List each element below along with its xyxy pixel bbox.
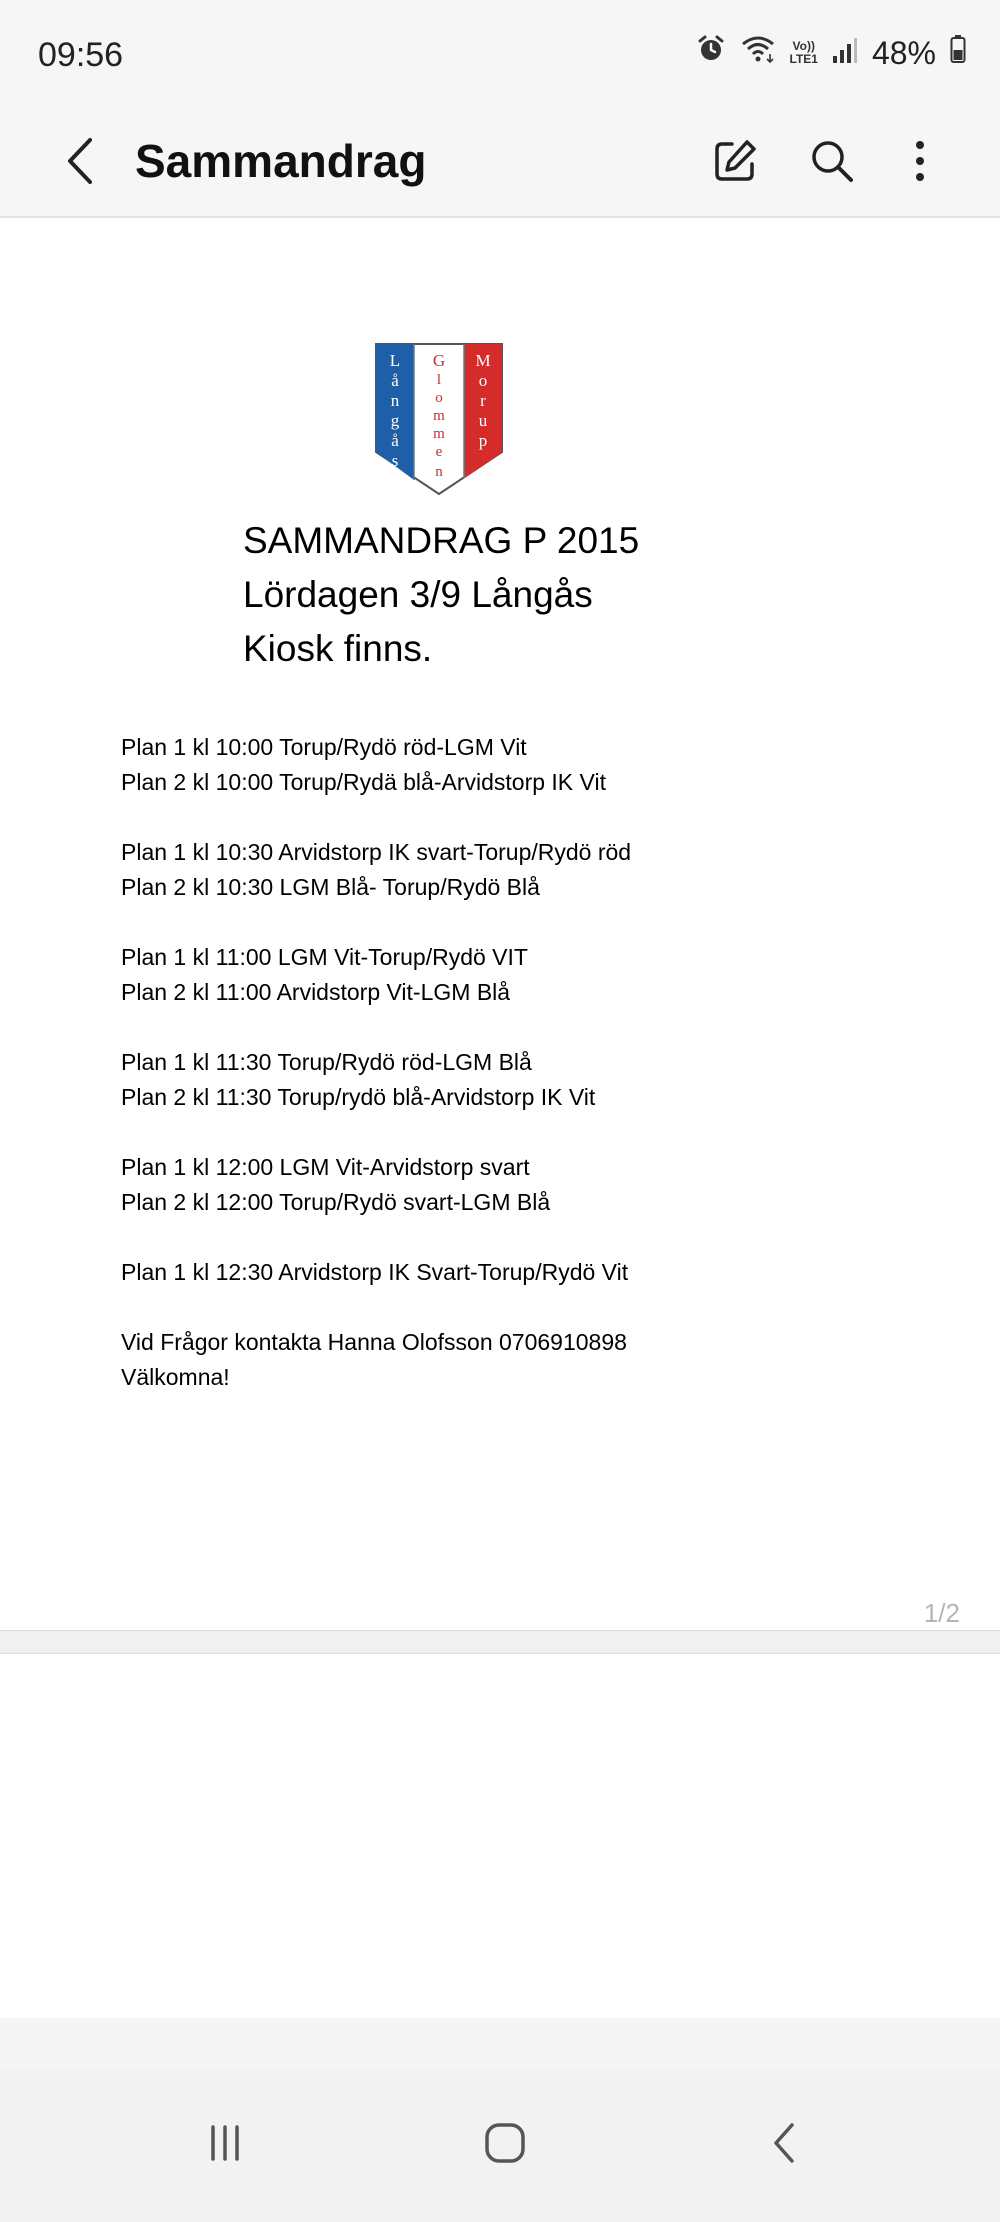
schedule-line: Plan 2 kl 11:30 Torup/rydö blå-Arvidstorp IK Vit <box>121 1084 596 1110</box>
document-page-2 <box>0 1654 1000 2018</box>
page-separator <box>0 1630 1000 1654</box>
heading-line: Kiosk finns. <box>243 628 433 669</box>
back-button[interactable] <box>50 126 110 196</box>
contact-line: Vid Frågor kontakta Hanna Olofsson 0706910898 <box>121 1329 627 1355</box>
signal-icon <box>832 35 858 72</box>
back-icon <box>62 136 98 186</box>
alarm-icon <box>696 34 726 72</box>
volte-indicator <box>790 40 818 66</box>
svg-text:r: r <box>480 391 486 410</box>
svg-text:L: L <box>389 351 401 370</box>
battery-icon <box>950 34 966 72</box>
battery-percent: 48% <box>871 34 936 71</box>
schedule-line: Plan 1 kl 11:30 Torup/Rydö röd-LGM Blå <box>121 1049 532 1075</box>
svg-text:m: m <box>433 408 445 424</box>
svg-text:å: å <box>391 431 399 450</box>
svg-text:g: g <box>390 411 400 430</box>
schedule-line: Plan 1 kl 10:00 Torup/Rydö röd-LGM Vit <box>121 734 527 760</box>
schedule-line: Plan 2 kl 10:30 LGM Blå- Torup/Rydö Blå <box>121 874 540 900</box>
svg-text:n: n <box>435 464 443 480</box>
volte-bottom-label: LTE1 <box>789 52 818 66</box>
navigation-bar <box>0 2068 1000 2222</box>
schedule-line: Plan 2 kl 12:00 Torup/Rydö svart-LGM Blå <box>121 1189 551 1215</box>
page-title: Sammandrag <box>135 135 427 187</box>
recents-icon <box>205 2123 245 2163</box>
app-bar <box>0 110 1000 218</box>
schedule-line: Plan 1 kl 10:30 Arvidstorp IK svart-Torup/Rydö röd <box>121 839 632 865</box>
status-time: 09:56 <box>38 36 124 74</box>
svg-text:m: m <box>433 426 445 442</box>
status-icons <box>696 34 967 72</box>
more-icon <box>910 136 930 186</box>
volte-top-label: Vo)) <box>792 39 815 53</box>
svg-text:å: å <box>391 371 399 390</box>
club-logo <box>374 342 504 496</box>
edit-button[interactable] <box>700 126 770 196</box>
home-button[interactable] <box>455 2098 555 2188</box>
home-icon <box>483 2121 527 2165</box>
schedule-line: Plan 1 kl 12:30 Arvidstorp IK Svart-Torup/Rydö Vit <box>121 1259 629 1285</box>
svg-text:l: l <box>436 372 442 388</box>
status-bar <box>0 0 1000 110</box>
welcome-line: Välkomna! <box>121 1364 230 1390</box>
svg-text:s: s <box>391 451 399 470</box>
recents-button[interactable] <box>175 2098 275 2188</box>
edit-icon <box>710 136 760 186</box>
svg-text:e: e <box>435 444 443 460</box>
svg-text:o: o <box>478 371 488 390</box>
search-icon <box>807 136 857 186</box>
system-back-button[interactable] <box>735 2098 835 2188</box>
page-indicator: 1/2 <box>923 1598 960 1628</box>
document-heading <box>243 514 639 676</box>
heading-line: Lördagen 3/9 Långås <box>243 574 593 615</box>
svg-text:M: M <box>475 351 491 370</box>
wifi-icon <box>740 34 776 72</box>
schedule-line: Plan 1 kl 11:00 LGM Vit-Torup/Rydö VIT <box>121 944 528 970</box>
schedule-line: Plan 2 kl 10:00 Torup/Rydä blå-Arvidstorp IK Vit <box>121 769 606 795</box>
search-button[interactable] <box>797 126 867 196</box>
match-schedule <box>121 730 881 1395</box>
schedule-line: Plan 1 kl 12:00 LGM Vit-Arvidstorp svart <box>121 1154 530 1180</box>
document-viewer[interactable] <box>0 218 1000 2018</box>
heading-line: SAMMANDRAG P 2015 <box>243 520 640 561</box>
svg-text:o: o <box>435 390 443 406</box>
more-options-button[interactable] <box>885 126 955 196</box>
svg-text:G: G <box>432 351 446 370</box>
schedule-line: Plan 2 kl 11:00 Arvidstorp Vit-LGM Blå <box>121 979 511 1005</box>
back-nav-icon <box>770 2121 800 2165</box>
svg-text:p: p <box>478 431 488 450</box>
document-page-1 <box>0 218 1000 1626</box>
svg-text:u: u <box>478 411 488 430</box>
svg-text:n: n <box>390 391 400 410</box>
